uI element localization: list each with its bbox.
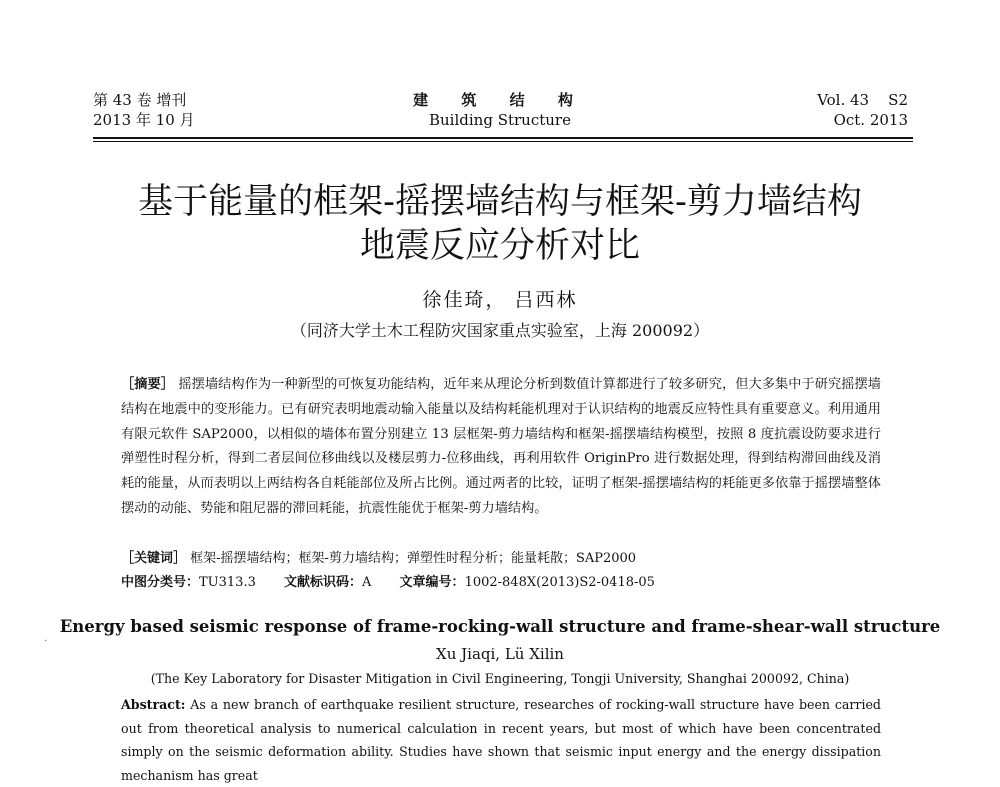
affiliation-en: (The Key Laboratory for Disaster Mitigation in Civil Engineering, Tongji University, Shanghai 200092, China) xyxy=(150,671,850,686)
keywords-cn xyxy=(121,549,901,569)
abstract-cn xyxy=(121,373,881,522)
doc-code-value: A xyxy=(362,575,372,590)
volume-issue: 第 43 卷 增刊 xyxy=(93,91,187,109)
abstract-en-text: As a new branch of earthquake resilient structure, researches of rocking-wall structure have been carried out from theoretical analysis to numerical calculation in recent years, but most of which have been concentrated simply on the seismic deformation ability. Studies have shown that seismic input energy and the energy dissipation mechanism has great xyxy=(121,697,881,783)
paper-title-line2: 地震反应分析对比 xyxy=(359,226,640,266)
keywords-cn-label: ［关键词］ xyxy=(121,551,187,566)
keywords-cn-text: 框架-摇摆墙结构；框架-剪力墙结构；弹塑性时程分析；能量耗散；SAP2000 xyxy=(190,551,637,566)
affiliation-cn: （同济大学土木工程防灾国家重点实验室，上海 200092） xyxy=(290,321,710,340)
abstract-en xyxy=(121,693,881,787)
header-rule-thin xyxy=(93,141,913,142)
publication-date: 2013 年 10 月 xyxy=(93,111,195,129)
article-number-value: 1002-848X(2013)S2-0418-05 xyxy=(464,575,655,590)
article-number-label: 文章编号： xyxy=(399,575,465,590)
abstract-en-label: Abstract: xyxy=(121,697,186,712)
paper-title-line1: 基于能量的框架-摇摆墙结构与框架-剪力墙结构 xyxy=(138,182,862,222)
authors-cn: 徐佳琦， 吕西林 xyxy=(422,289,578,311)
paper-title xyxy=(0,180,1000,268)
header-rule-thick xyxy=(93,137,913,139)
doc-code-label: 文献标识码： xyxy=(284,575,363,590)
paper-title-en: Energy based seismic response of frame-rocking-wall structure and frame-shear-wall structure xyxy=(59,617,941,636)
journal-name-cn: 建 筑 结 构 xyxy=(413,91,587,109)
abstract-cn-label: ［摘要］ xyxy=(121,377,175,392)
authors-en: Xu Jiaqi, Lü Xilin xyxy=(436,645,564,663)
clc-label: 中图分类号： xyxy=(121,575,200,590)
volume-issue-en: Vol. 43 S2 xyxy=(817,91,908,109)
header-right xyxy=(817,90,908,130)
publication-date-en: Oct. 2013 xyxy=(833,111,908,129)
scan-speck: · xyxy=(44,636,48,647)
classification-info xyxy=(121,573,901,593)
abstract-cn-text: 摇摆墙结构作为一种新型的可恢复功能结构，近年来从理论分析到数值计算都进行了较多研究，但大多集中于研究摇摆墙结构在地震中的变形能力。已有研究表明地震动输入能量以及结构耗能机理对于认识结构的地震反应特性具有重要意义。利用通用有限元软件 SAP2000，以相似的墙体布置分别建立 13 层框架-剪力墙结构和框架-摇摆墙结构模型，按照 8 度抗震设防要求进行弹塑性时程分析，得到二者层间位移曲线以及楼层剪力-位移曲线，再利用软件 OriginPro 进行数据处理，得到结构滞回曲线及消耗的能量，从而表明以上两结构各自耗能部位及所占比例。通过两者的比较，证明了框架-摇摆墙结构的耗能更多依靠于摇摆墙整体摆动的动能、势能和阻尼器的滞回耗能，抗震性能优于框架-剪力墙结构。 xyxy=(121,377,881,516)
clc-value: TU313.3 xyxy=(199,575,256,590)
journal-name-en: Building Structure xyxy=(429,111,571,129)
